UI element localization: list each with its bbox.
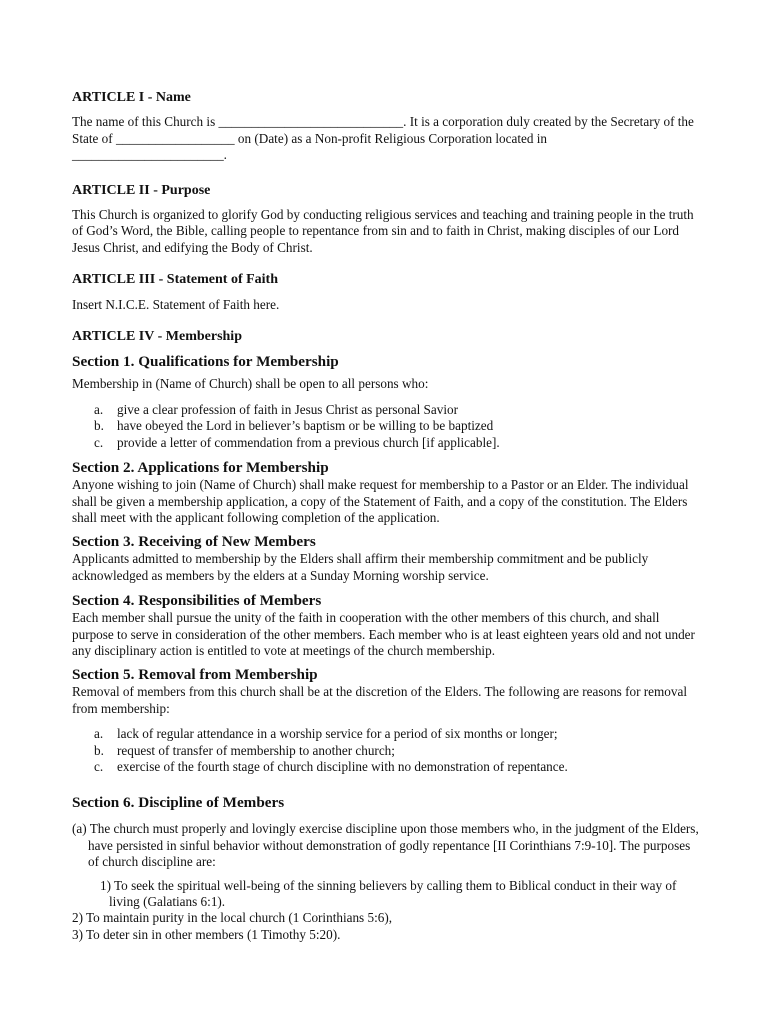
section-1-intro: Membership in (Name of Church) shall be open to all persons who: bbox=[72, 376, 429, 392]
article-2-heading: ARTICLE II - Purpose bbox=[72, 182, 211, 198]
list-item: b. request of transfer of membership to another church; bbox=[94, 742, 395, 758]
list-item: b. have obeyed the Lord in believer’s baptism or be willing to be baptized bbox=[94, 418, 494, 434]
section-1-heading: Section 1. Qualifications for Membership bbox=[72, 353, 339, 371]
article-3-heading: ARTICLE III - Statement of Faith bbox=[72, 272, 279, 288]
section-5-list bbox=[72, 726, 702, 775]
section-6-heading: Section 6. Discipline of Members bbox=[72, 794, 285, 812]
article-4-heading: ARTICLE IV - Membership bbox=[72, 329, 242, 345]
article-3-body: Insert N.I.C.E. Statement of Faith here. bbox=[72, 296, 280, 312]
section-1-list bbox=[72, 402, 702, 451]
article-1-body: The name of this Church is ____________________________. It is a corporation duly created by the Secretary of the State of __________________ on (Date) as a Non-profit Religious Corporation located in _______________________. bbox=[72, 114, 694, 163]
list-item: c. provide a letter of commendation from a previous church [if applicable]. bbox=[94, 434, 500, 450]
article-2-body: This Church is organized to glorify God by conducting religious services and teaching and training people in the truth of God’s Word, the Bible, calling people to repentance from sin and to faith in Christ, making disciples of our Lord Jesus Christ, and edifying the Body of Christ. bbox=[72, 207, 694, 255]
section-2-body: Anyone wishing to join (Name of Church) shall make request for membership to a Pastor or an Elder. The individual shall be given a membership application, a copy of the Statement of Faith, and a copy of the constitution. The Elders shall meet with the applicant following completion of the application. bbox=[72, 477, 689, 525]
section-5-intro: Removal of members from this church shall be at the discretion of the Elders. The following are reasons for removal from membership: bbox=[72, 684, 687, 716]
section-3-body: Applicants admitted to membership by the Elders shall affirm their membership commitment and be publicly acknowledged as members by the elders at a Sunday Morning worship service. bbox=[72, 551, 649, 583]
purpose-item: 1) To seek the spiritual well-being of the sinning believers by calling them to Biblical conduct in their way of living (Galatians 6:1). bbox=[100, 877, 677, 909]
section-4-body: Each member shall pursue the unity of the faith in cooperation with the other members of this church, and shall purpose to serve in consideration of the other members. Each member who is at least eighteen years old and not under any disciplinary action is entitled to vote at meetings of the church membership. bbox=[72, 610, 695, 658]
purpose-item: 2) To maintain purity in the local church (1 Corinthians 5:6), bbox=[72, 910, 393, 926]
section-4-heading: Section 4. Responsibilities of Members bbox=[72, 592, 322, 610]
purpose-item: 3) To deter sin in other members (1 Timothy 5:20). bbox=[72, 926, 341, 942]
list-item: a. give a clear profession of faith in Jesus Christ as personal Savior bbox=[94, 401, 458, 417]
document-page bbox=[72, 90, 702, 943]
section-6-paragraph-a: (a) The church must properly and lovingly exercise discipline upon those members who, in the judgment of the Elders, have persisted in sinful behavior without demonstration of godly repentance [II Corinthians 7:9-10]. The purposes of church discipline are: bbox=[72, 821, 699, 870]
section-5-heading: Section 5. Removal from Membership bbox=[72, 666, 318, 684]
section-2-heading: Section 2. Applications for Membership bbox=[72, 459, 329, 477]
article-1-heading: ARTICLE I - Name bbox=[72, 90, 191, 105]
section-3-heading: Section 3. Receiving of New Members bbox=[72, 533, 316, 551]
list-item: c. exercise of the fourth stage of church discipline with no demonstration of repentance. bbox=[94, 758, 568, 774]
list-item: a. lack of regular attendance in a worship service for a period of six months or longer; bbox=[94, 726, 558, 742]
